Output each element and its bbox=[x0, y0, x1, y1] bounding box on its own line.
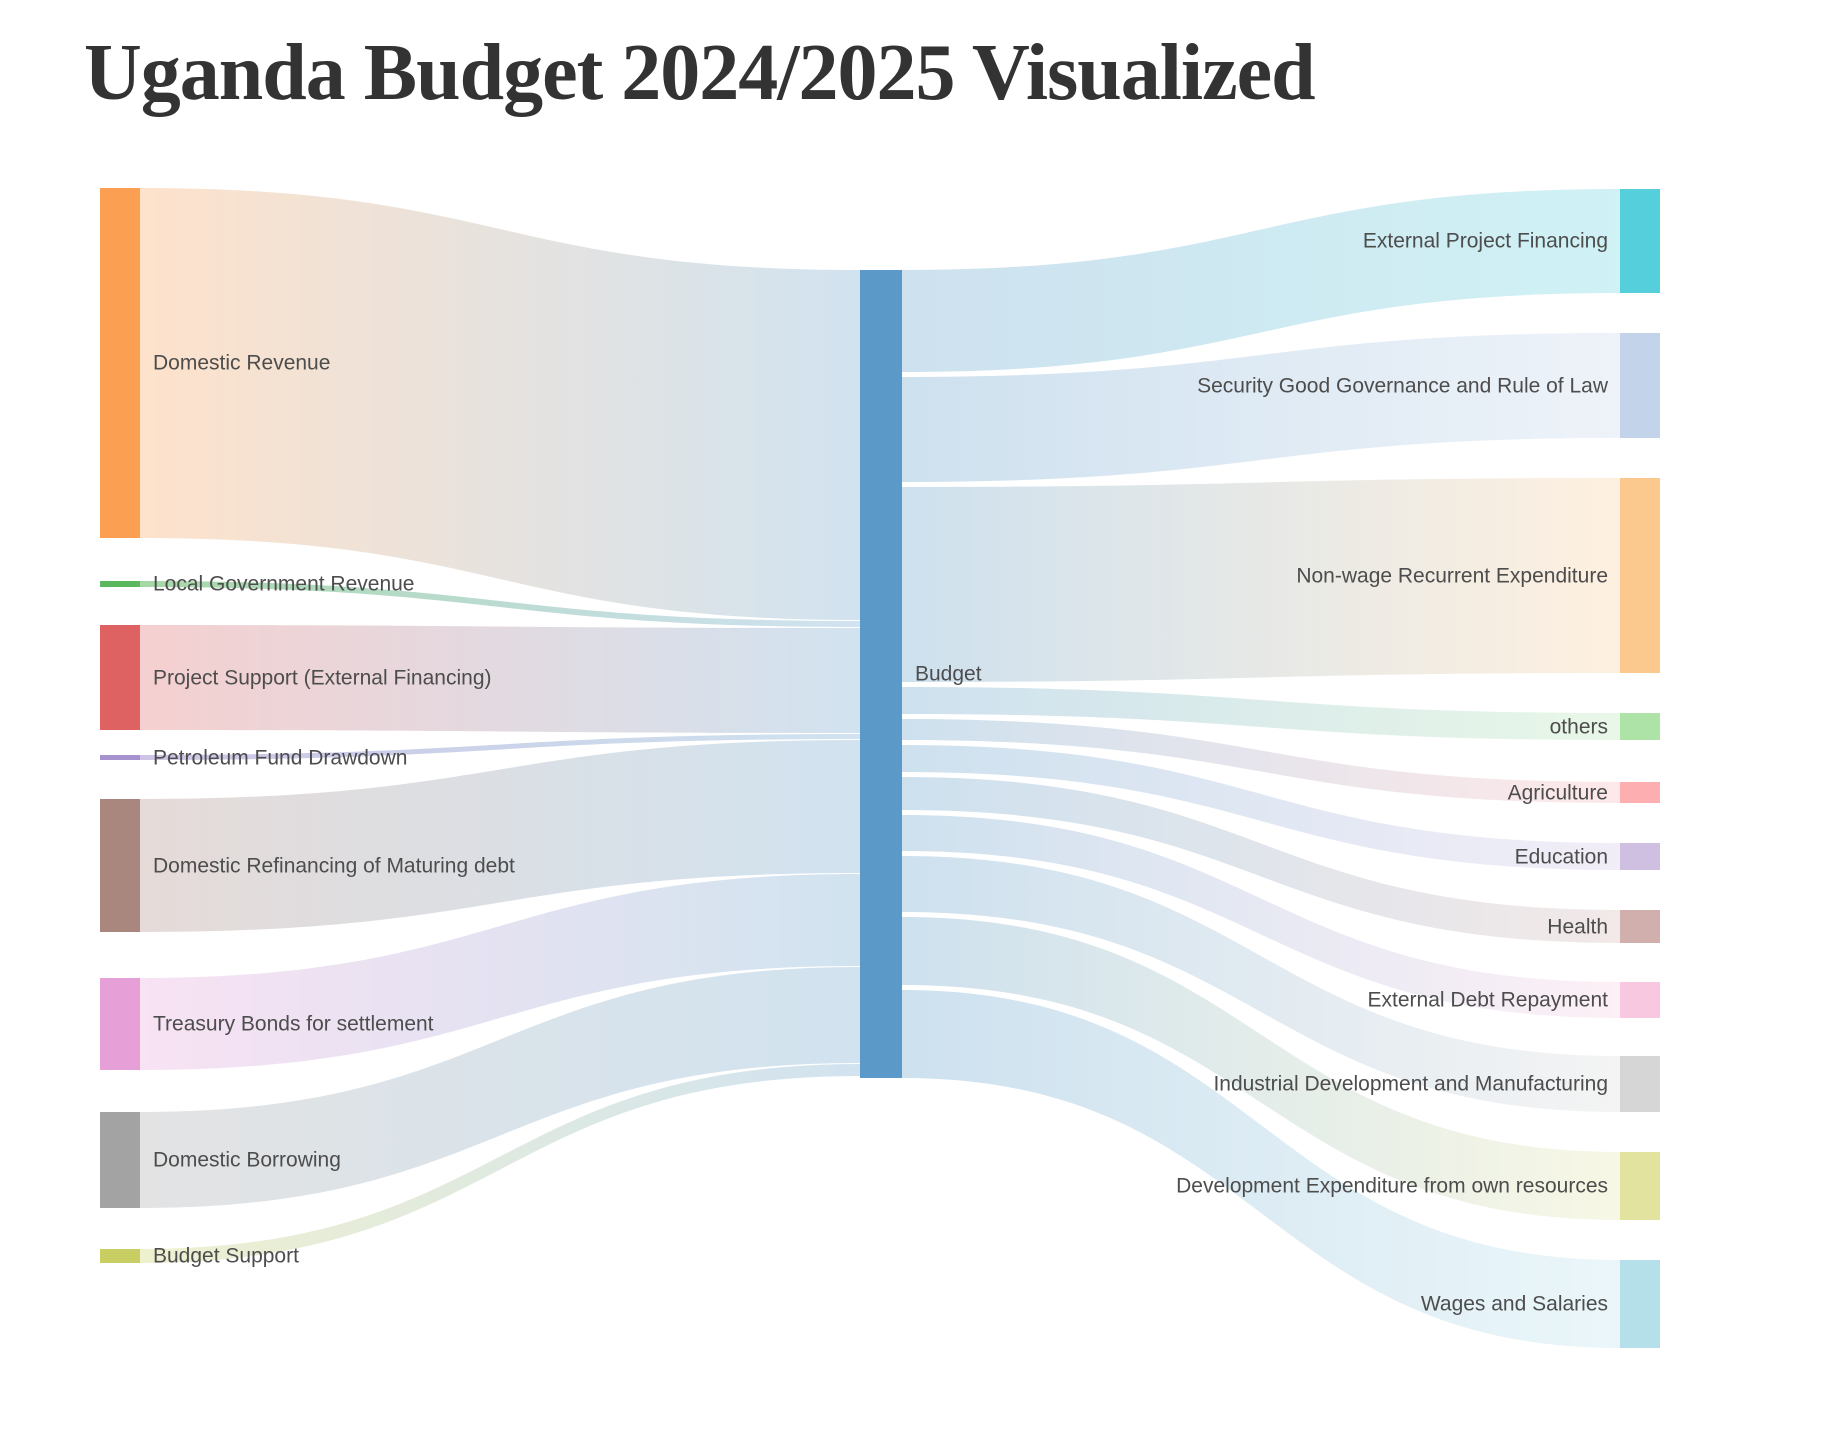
node-label-treasury-bonds-for-settlement: Treasury Bonds for settlement bbox=[153, 1012, 434, 1036]
sankey-node-budget-support[interactable] bbox=[100, 1249, 140, 1263]
sankey-node-development-expenditure-from-own-resources[interactable] bbox=[1620, 1152, 1660, 1220]
node-label-agriculture: Agriculture bbox=[1507, 780, 1608, 804]
sankey-node-project-support-external-financing[interactable] bbox=[100, 625, 140, 730]
sankey-node-wages-and-salaries[interactable] bbox=[1620, 1260, 1660, 1348]
node-label-project-support-external-financing: Project Support (External Financing) bbox=[153, 665, 492, 689]
sankey-node-health[interactable] bbox=[1620, 910, 1660, 943]
sankey-node-external-project-financing[interactable] bbox=[1620, 189, 1660, 293]
node-label-health: Health bbox=[1547, 914, 1608, 938]
node-label-domestic-borrowing: Domestic Borrowing bbox=[153, 1148, 341, 1172]
node-label-local-government-revenue: Local Government Revenue bbox=[153, 572, 415, 596]
sankey-node-others[interactable] bbox=[1620, 713, 1660, 740]
node-label-petroleum-fund-drawdown: Petroleum Fund Drawdown bbox=[153, 745, 408, 769]
node-label-budget: Budget bbox=[915, 662, 982, 686]
sankey-node-agriculture[interactable] bbox=[1620, 782, 1660, 803]
sankey-node-education[interactable] bbox=[1620, 843, 1660, 870]
sankey-node-external-debt-repayment[interactable] bbox=[1620, 982, 1660, 1018]
sankey-node-security-good-governance-and-rule-of-law[interactable] bbox=[1620, 333, 1660, 438]
node-label-development-expenditure-from-own-resources: Development Expenditure from own resources bbox=[1176, 1174, 1608, 1198]
node-label-education: Education bbox=[1514, 844, 1608, 868]
node-label-domestic-revenue: Domestic Revenue bbox=[153, 351, 331, 375]
sankey-node-local-government-revenue[interactable] bbox=[100, 581, 140, 587]
node-label-security-good-governance-and-rule-of-law: Security Good Governance and Rule of Law bbox=[1197, 373, 1608, 397]
sankey-node-non-wage-recurrent-expenditure[interactable] bbox=[1620, 478, 1660, 673]
node-label-others: others bbox=[1549, 714, 1608, 738]
sankey-node-domestic-borrowing[interactable] bbox=[100, 1112, 140, 1208]
sankey-node-domestic-revenue[interactable] bbox=[100, 188, 140, 538]
sankey-node-petroleum-fund-drawdown[interactable] bbox=[100, 755, 140, 760]
node-label-non-wage-recurrent-expenditure: Non-wage Recurrent Expenditure bbox=[1296, 563, 1608, 587]
sankey-node-domestic-refinancing-of-maturing-debt[interactable] bbox=[100, 799, 140, 932]
sankey-node-treasury-bonds-for-settlement[interactable] bbox=[100, 978, 140, 1070]
node-label-industrial-development-and-manufacturing: Industrial Development and Manufacturing bbox=[1213, 1072, 1608, 1096]
node-label-wages-and-salaries: Wages and Salaries bbox=[1420, 1292, 1608, 1316]
node-label-budget-support: Budget Support bbox=[153, 1244, 299, 1268]
sankey-link-domestic-revenue-to-budget[interactable] bbox=[140, 188, 860, 620]
sankey-node-budget[interactable] bbox=[860, 270, 902, 1078]
node-label-external-debt-repayment: External Debt Repayment bbox=[1367, 988, 1608, 1012]
node-label-external-project-financing: External Project Financing bbox=[1362, 229, 1608, 253]
sankey-node-industrial-development-and-manufacturing[interactable] bbox=[1620, 1056, 1660, 1112]
page-title: Uganda Budget 2024/2025 Visualized bbox=[84, 29, 1315, 117]
node-label-domestic-refinancing-of-maturing-debt: Domestic Refinancing of Maturing debt bbox=[153, 853, 515, 877]
